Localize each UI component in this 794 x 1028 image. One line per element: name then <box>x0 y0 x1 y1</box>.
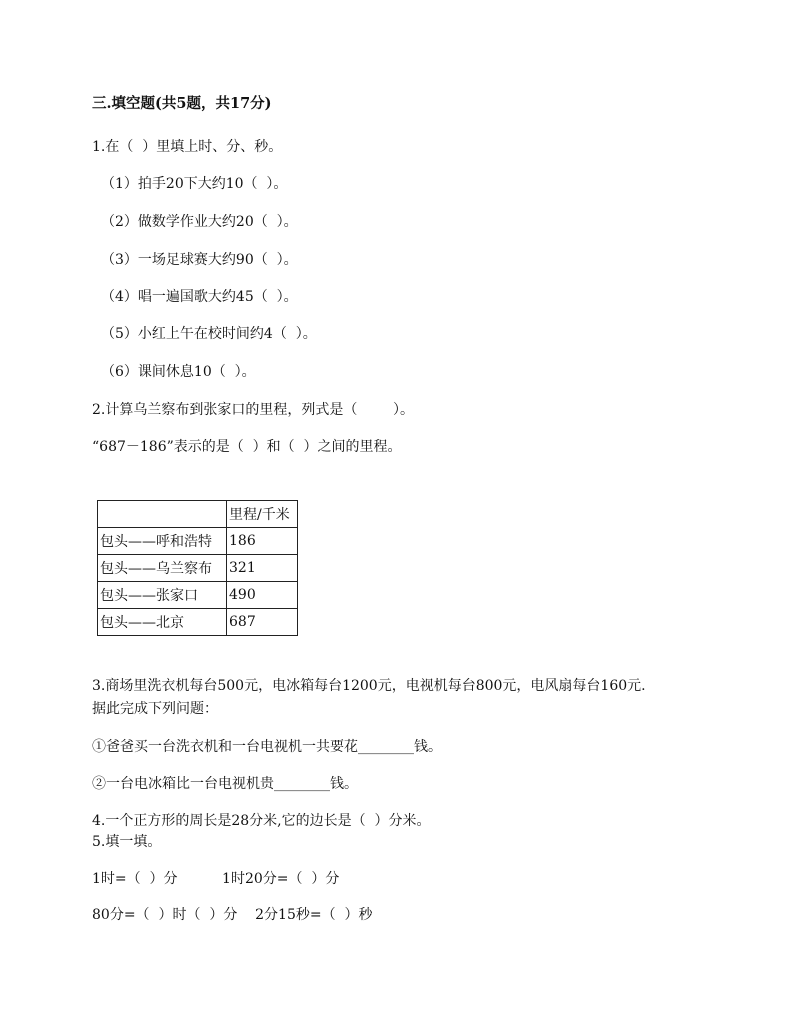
question-5-row-1: 1时=（ ）分 1时20分=（ ）分 <box>92 871 340 887</box>
question-1-item-3: （3）一场足球赛大约90（ ）。 <box>101 252 298 268</box>
table-row <box>98 609 298 636</box>
table-header-row <box>98 501 298 528</box>
question-2-line-2: “687－186”表示的是（ ）和（ ）之间的里程。 <box>92 439 402 455</box>
table-header-cell <box>98 501 227 528</box>
question-3-part-1: ①爸爸买一台洗衣机和一台电视机一共要花________钱。 <box>92 739 442 755</box>
section-title: 三.填空题(共5题，共17分) <box>92 95 272 112</box>
table-row <box>98 582 298 609</box>
question-3-part-2: ②一台电冰箱比一台电视机贵________钱。 <box>92 776 358 792</box>
table-cell-route: 包头——张家口 <box>98 582 227 609</box>
question-1-prompt: 1.在（ ）里填上时、分、秒。 <box>92 139 283 155</box>
question-5-row-2: 80分=（ ）时（ ）分 2分15秒=（ ）秒 <box>92 907 373 923</box>
question-1-item-5: （5）小红上午在校时间约4（ ）。 <box>101 326 317 342</box>
question-1-item-1: （1）拍手20下大约10（ ）。 <box>101 176 288 192</box>
question-1-item-4: （4）唱一遍国歌大约45（ ）。 <box>101 289 298 305</box>
table-cell-distance: 321 <box>227 555 298 582</box>
table-header-cell: 里程/千米 <box>227 501 298 528</box>
table-cell-route: 包头——北京 <box>98 609 227 636</box>
question-1-item-6: （6）课间休息10（ ）。 <box>101 364 256 380</box>
question-1-item-2: （2）做数学作业大约20（ ）。 <box>101 214 298 230</box>
table-cell-route: 包头——乌兰察布 <box>98 555 227 582</box>
question-3-line-1: 3.商场里洗衣机每台500元，电冰箱每台1200元，电视机每台800元，电风扇每台160元. <box>92 678 646 694</box>
table-cell-route: 包头——呼和浩特 <box>98 528 227 555</box>
table-row <box>98 555 298 582</box>
question-5-prompt: 5.填一填。 <box>92 834 162 850</box>
question-3-line-2: 据此完成下列问题： <box>92 701 218 717</box>
table-cell-distance: 490 <box>227 582 298 609</box>
table-cell-distance: 186 <box>227 528 298 555</box>
table-cell-distance: 687 <box>227 609 298 636</box>
question-2-prompt: 2.计算乌兰察布到张家口的里程，列式是（ ）。 <box>92 402 414 418</box>
question-4-text: 4.一个正方形的周长是28分米,它的边长是（ ）分米。 <box>92 813 431 829</box>
distance-table <box>97 500 298 636</box>
table-row <box>98 528 298 555</box>
